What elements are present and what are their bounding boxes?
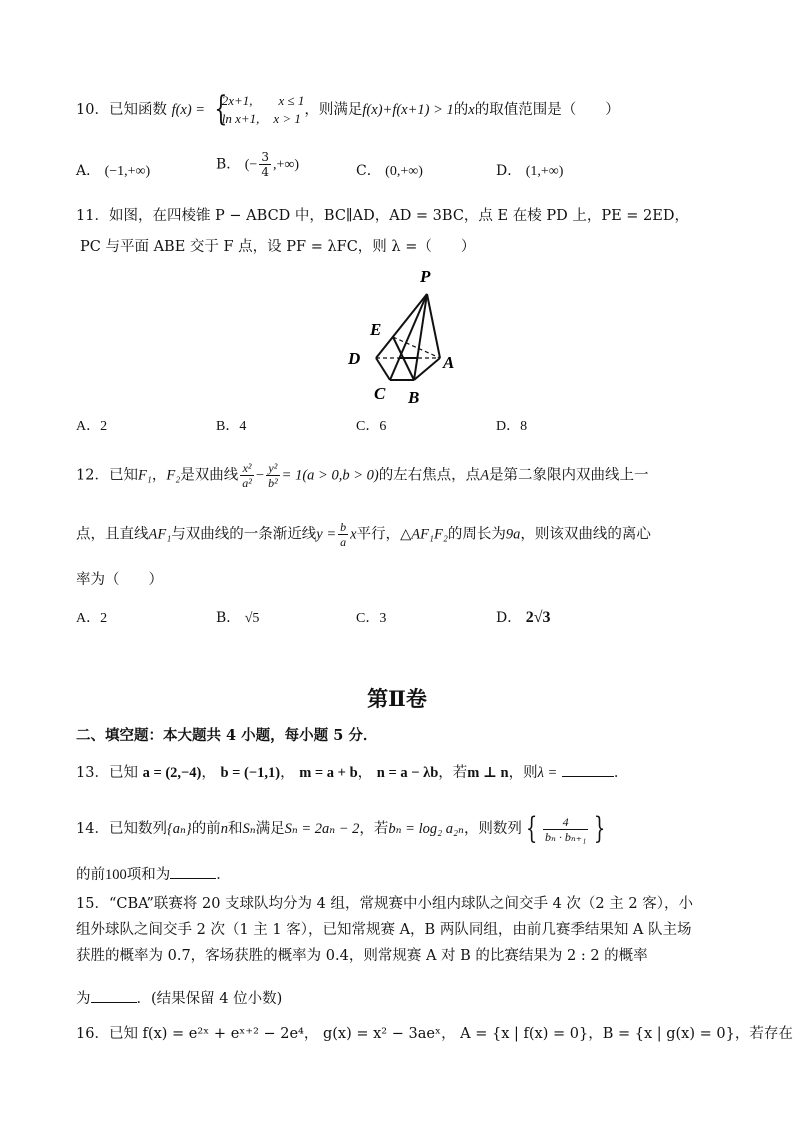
q10-function: f(x) = bbox=[171, 102, 206, 118]
q12-l2a: 点，且直线 bbox=[76, 526, 149, 543]
q14-right-brace: } bbox=[594, 811, 606, 846]
label-p: P bbox=[420, 267, 431, 286]
q10-b-post: ,+∞) bbox=[272, 157, 299, 173]
q12-options bbox=[76, 607, 736, 627]
q10-c-val: (0,+∞) bbox=[385, 164, 423, 179]
q13-sep1: ， bbox=[201, 765, 216, 781]
q10-b-label: B． bbox=[216, 156, 241, 173]
part2-title: 第Ⅱ卷 bbox=[367, 686, 427, 711]
q10-b-frac bbox=[259, 150, 271, 179]
q10-d-val: (1,+∞) bbox=[525, 164, 564, 179]
q10-options bbox=[76, 150, 736, 180]
q12-option-d[interactable] bbox=[496, 607, 550, 627]
q12-frac-x bbox=[240, 461, 254, 490]
q12-s1: 已知 bbox=[108, 467, 138, 484]
q14-line1 bbox=[76, 811, 728, 847]
q14-text-b: 的前 bbox=[191, 821, 221, 837]
q15-l4b: ．(结果保留 4 位小数) bbox=[136, 991, 283, 1007]
q12-minus: − bbox=[255, 467, 265, 484]
q15-line4 bbox=[76, 988, 728, 1009]
q12-number: 12． bbox=[76, 467, 109, 484]
q14-frac bbox=[543, 815, 588, 844]
q10-option-c[interactable] bbox=[356, 160, 423, 180]
q14-l2a: 的前 bbox=[76, 867, 105, 883]
q12-s4: 的左右焦点，点 bbox=[378, 467, 481, 484]
q12-y-eq: y = bbox=[316, 526, 337, 543]
q12-frac-ba-num: b bbox=[340, 520, 347, 534]
q13-perp: m ⊥ n bbox=[467, 765, 509, 781]
q12-b-val: √5 bbox=[244, 611, 260, 626]
q12-option-c[interactable]: C．3 bbox=[356, 611, 387, 626]
q10-text-c: 的 bbox=[453, 102, 469, 118]
q12-option-a[interactable]: A．2 bbox=[76, 611, 108, 626]
edge-pa bbox=[427, 294, 440, 358]
q10-option-a[interactable] bbox=[76, 160, 150, 180]
q12-option-b[interactable] bbox=[216, 607, 259, 627]
q16-line1: 16．已知 f(x) = e²ˣ + eˣ⁺² − 2e⁴， g(x) = x² − 3aeˣ， A = {x | f(x) = 0}，B = {x | g(x) = 0}，若存在 bbox=[76, 1026, 793, 1042]
q14-left-brace: { bbox=[525, 811, 538, 846]
q12-s3: 是双曲线 bbox=[180, 467, 239, 484]
q13 bbox=[76, 762, 728, 783]
q12-9a: 9a bbox=[505, 526, 521, 543]
q13-text-c: ，则 bbox=[508, 765, 538, 781]
q10-b-den: 4 bbox=[261, 165, 269, 179]
q12-b-label: B． bbox=[216, 610, 241, 626]
q10-text-d: 的取值范围是（ ） bbox=[474, 102, 620, 118]
q10-a-val: (−1,+∞) bbox=[104, 164, 151, 179]
q10-b-num: 3 bbox=[261, 150, 269, 164]
q12-frac-ba bbox=[338, 520, 348, 549]
q14-end: ． bbox=[216, 867, 231, 883]
q10-brace: { bbox=[214, 89, 228, 129]
q11-option-b[interactable]: B．4 bbox=[216, 419, 247, 434]
q12-xvar: x bbox=[350, 526, 357, 543]
q10-text-b: ，则满足 bbox=[304, 102, 363, 118]
q13-a-vec: a = (2,−4) bbox=[142, 765, 202, 781]
q14-n: n bbox=[220, 821, 228, 837]
q10-number: 10． bbox=[76, 102, 109, 118]
q14-frac-den: bₙ · bₙ₊₁ bbox=[545, 829, 587, 844]
q11-options bbox=[76, 415, 736, 435]
q14-l2b: 项和为 bbox=[126, 867, 171, 883]
q12-frac-y bbox=[266, 461, 280, 490]
q12-frac-ba-den: a bbox=[340, 535, 347, 549]
q10-case1-cond: x ≤ 1 bbox=[278, 93, 305, 108]
q13-answer-blank[interactable] bbox=[562, 762, 614, 777]
q12-cond: = 1(a > 0,b > 0) bbox=[281, 467, 379, 484]
q12-l2e: ，则该双曲线的离心 bbox=[520, 526, 651, 543]
label-a: A bbox=[443, 353, 455, 372]
q12-d-label: D． bbox=[496, 610, 522, 626]
q11-pyramid-figure bbox=[340, 262, 470, 408]
q11-option-a[interactable]: A．2 bbox=[76, 419, 108, 434]
q13-b-vec: b = (−1,1) bbox=[220, 765, 281, 781]
q13-sep2: ， bbox=[280, 765, 295, 781]
q14-frac-num: 4 bbox=[543, 815, 588, 830]
q12-frac-y-den: b² bbox=[268, 476, 278, 490]
q12-frac-y-num: y² bbox=[266, 461, 280, 476]
q14-text-a: 14．已知数列 bbox=[76, 821, 167, 837]
q12-frac-x-den: a² bbox=[242, 476, 252, 490]
q12-line2 bbox=[76, 520, 728, 549]
edge-ba bbox=[414, 358, 440, 380]
q14-text-f: ，则数列 bbox=[463, 821, 522, 837]
q10-case2 bbox=[222, 110, 305, 128]
q12-frac-x-num: x² bbox=[240, 461, 254, 476]
edge-dc bbox=[376, 358, 390, 380]
q10-case2-expr: ln x+1, bbox=[221, 111, 260, 126]
q13-text-b: ，若 bbox=[438, 765, 468, 781]
q10-stem bbox=[76, 89, 728, 129]
q12-l2b: 与双曲线的一条渐近线 bbox=[171, 526, 317, 543]
q10-option-d[interactable] bbox=[496, 160, 563, 180]
q12-f1: F₁ bbox=[137, 467, 152, 484]
q11-line1: 11．如图，在四棱锥 P − ABCD 中，BC∥AD，AD = 3BC，点 E 在棱 PD 上，PE = 2ED， bbox=[76, 208, 689, 224]
q10-var: x bbox=[468, 102, 475, 118]
q14-answer-blank[interactable] bbox=[170, 864, 216, 879]
q12-line3: 率为（ ） bbox=[76, 572, 163, 588]
q10-case1 bbox=[222, 92, 305, 110]
q14-line2 bbox=[76, 864, 728, 885]
q10-case2-cond: x > 1 bbox=[273, 111, 301, 126]
q10-option-b[interactable] bbox=[216, 150, 299, 179]
q13-n-def: n = a − λb bbox=[376, 765, 439, 781]
q13-sep3: ， bbox=[357, 765, 373, 781]
fill-in-section-heading: 二、填空题：本大题共 4 小题，每小题 5 分． bbox=[76, 727, 378, 744]
q12-af1: AF₁ bbox=[148, 526, 172, 543]
label-d: D bbox=[348, 349, 361, 368]
q14-text-d: 满足 bbox=[255, 821, 285, 837]
q10-b-pre: (− bbox=[244, 157, 258, 173]
q13-lambda: λ = bbox=[537, 765, 558, 781]
label-e: E bbox=[370, 320, 382, 339]
label-b: B bbox=[408, 388, 420, 407]
q12-line1 bbox=[76, 461, 728, 490]
q11-line2: PC 与平面 ABE 交于 F 点，设 PF = λFC，则 λ =（ ） bbox=[80, 239, 476, 255]
q15-line2: 组外球队之间交手 2 次（1 主 1 客），已知常规赛 A，B 两队同组，由前几赛季结果知 A 队主场 bbox=[76, 922, 692, 938]
q12-triangle: △AF₁F₂ bbox=[400, 526, 448, 543]
q10-c-label: C． bbox=[356, 163, 381, 179]
q15-line3: 获胜的概率为 0.7，客场获胜的概率为 0.4，则常规赛 A 对 B 的比赛结果为 2 : 2 的概率 bbox=[76, 948, 648, 964]
q11-option-c[interactable]: C．6 bbox=[356, 419, 387, 434]
q12-d-val: 2√3 bbox=[525, 609, 551, 626]
q13-m-def: m = a + b bbox=[299, 765, 358, 781]
q12-point-a: A bbox=[480, 467, 490, 484]
q14-sn-eq: Sₙ = 2aₙ − 2 bbox=[284, 821, 360, 837]
q13-end: ． bbox=[613, 765, 629, 781]
q10-text-a: 已知函数 bbox=[108, 102, 167, 118]
q12-l2d: 的周长为 bbox=[447, 526, 506, 543]
q14-text-c: 和 bbox=[227, 821, 243, 837]
q12-l2c: 平行， bbox=[356, 526, 401, 543]
q10-d-label: D． bbox=[496, 163, 522, 179]
q12-s2: ， bbox=[151, 467, 167, 484]
label-c: C bbox=[374, 384, 386, 403]
q14-100: 100 bbox=[105, 867, 127, 883]
q12-s5: 是第二象限内双曲线上一 bbox=[489, 467, 649, 484]
q10-piecewise bbox=[210, 89, 305, 129]
q11-option-d[interactable]: D．8 bbox=[496, 419, 528, 434]
q15-l4a: 为 bbox=[76, 991, 91, 1007]
q13-text-a: 13．已知 bbox=[76, 765, 138, 781]
q14-an: {aₙ} bbox=[166, 821, 192, 837]
q10-a-label: A． bbox=[76, 163, 101, 179]
q15-answer-blank[interactable] bbox=[91, 988, 137, 1003]
q12-f2: F₂ bbox=[166, 467, 181, 484]
q14-text-e: ，若 bbox=[359, 821, 389, 837]
q14-sn: Sₙ bbox=[242, 821, 256, 837]
q10-case1-expr: 2x+1, bbox=[221, 93, 253, 108]
q15-line1: 15．“CBA”联赛将 20 支球队均分为 4 组，常规赛中小组内球队之间交手 4 次（2 主 2 客），小 bbox=[76, 896, 693, 912]
q10-inequality: f(x)+f(x+1) > 1 bbox=[362, 102, 454, 118]
q14-bn-eq: bₙ = log₂ a₂ₙ bbox=[388, 821, 464, 837]
